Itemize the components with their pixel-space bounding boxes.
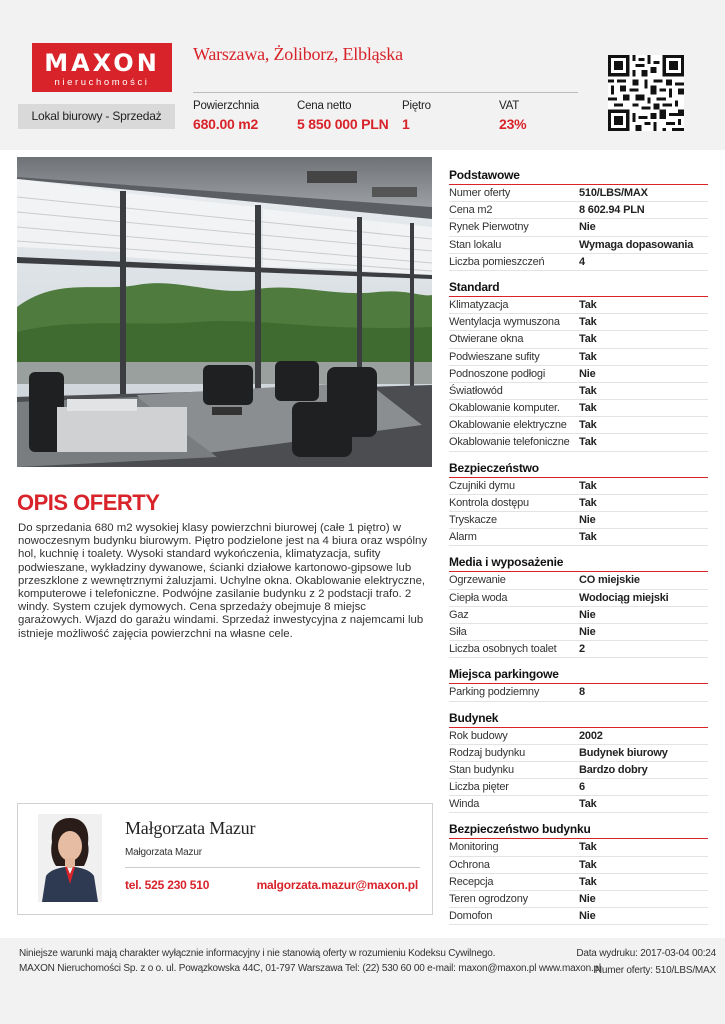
spec-key: Okablowanie elektryczne (449, 419, 567, 432)
spec-key: Ogrzewanie (449, 574, 506, 587)
offer-title: OPIS OFERTY (17, 490, 160, 515)
spec-value: Tak (579, 333, 597, 346)
spec-key: Otwierane okna (449, 333, 524, 346)
spec-row (449, 779, 708, 796)
spec-value: Tak (579, 350, 597, 363)
stat-value: 1 (402, 116, 410, 132)
spec-value: Nie (579, 625, 596, 638)
stat-label: Powierzchnia (193, 100, 259, 112)
spec-value: Nie (579, 367, 596, 380)
property-specs (449, 168, 708, 934)
spec-row (449, 331, 708, 348)
spec-value: Tak (579, 419, 597, 432)
spec-row (449, 254, 708, 271)
spec-value: Tak (579, 316, 597, 329)
spec-row (449, 219, 708, 236)
footer-print-date: Data wydruku: 2017-03-04 00:24 (576, 948, 716, 959)
offer-description: Do sprzedania 680 m2 wysokiej klasy powierzchni biurowej (całe 1 piętro) w nowoczesnym budynku biurowym. Piętro podzielone jest na 4 biura oraz wspólny hol, kuchnię i toalety. Wysoki standard wykończenia, klimatyzacja, sufity podwieszane, wykładziny dywanowe, ścianki działowe kartonowo-gipsowe lub przeszklone z wewnętrznymi żaluzjami. Uchylne okna. Okablowanie elektryczne, komputerowe i telefoniczne. Podwójne zasilanie budynku z 2 podstacji trafo. 2 windy. System czujek dymowych. Cena sprzedaży obejmuje 8 miejsc garażowych. Wjazd do garażu windami. Sprzedaż inwestycyjna z najemcami lub istnieje możliwość zajęcia powierzchni na własne cele. (18, 522, 428, 640)
spec-value: Wodociąg miejski (579, 591, 669, 604)
footer (0, 938, 725, 1024)
spec-row (449, 349, 708, 366)
stat-value: 5 850 000 PLN (297, 116, 389, 132)
spec-key: Siła (449, 625, 467, 638)
spec-section (449, 822, 708, 925)
spec-row (449, 512, 708, 529)
spec-key: Rynek Pierwotny (449, 221, 529, 234)
spec-row (449, 417, 708, 434)
spec-key: Gaz (449, 608, 469, 621)
spec-section (449, 667, 708, 701)
spec-value: 8 (579, 686, 585, 699)
stat-floor (402, 100, 431, 132)
logo-tagline: nieruchomości (54, 77, 150, 88)
spec-key: Tryskacze (449, 514, 497, 526)
spec-value: Bardzo dobry (579, 763, 648, 776)
spec-key: Monitoring (449, 841, 499, 854)
spec-key: Teren ogrodzony (449, 893, 528, 905)
spec-section-title: Budynek (449, 711, 708, 728)
spec-value: CO miejskie (579, 574, 640, 587)
maxon-logo[interactable] (32, 43, 172, 92)
agent-phone-link[interactable]: tel. 525 230 510 (125, 878, 210, 892)
spec-key: Liczba osobnych toalet (449, 643, 557, 656)
spec-row (449, 874, 708, 891)
spec-value: Nie (579, 221, 596, 234)
spec-key: Podwieszane sufity (449, 350, 540, 363)
spec-section (449, 168, 708, 271)
spec-key: Liczba pięter (449, 781, 509, 794)
spec-value: Tak (579, 875, 597, 888)
spec-section (449, 280, 708, 452)
spec-row (449, 762, 708, 779)
property-type-badge: Lokal biurowy - Sprzedaż (18, 104, 175, 129)
spec-row (449, 478, 708, 495)
spec-row (449, 400, 708, 417)
stat-value: 23% (499, 116, 527, 132)
stat-label: Cena netto (297, 100, 352, 112)
spec-key: Alarm (449, 531, 477, 544)
spec-section (449, 555, 708, 658)
spec-key: Rodzaj budynku (449, 746, 526, 759)
spec-value: Nie (579, 514, 596, 526)
spec-value: Tak (579, 384, 597, 397)
spec-row (449, 434, 708, 451)
agent-card (17, 803, 433, 915)
spec-value: Tak (579, 531, 597, 544)
spec-section-title: Miejsca parkingowe (449, 667, 708, 684)
qr-code-icon[interactable] (608, 55, 684, 131)
spec-key: Numer oferty (449, 187, 511, 199)
spec-row (449, 237, 708, 254)
spec-row (449, 314, 708, 331)
spec-value: Nie (579, 893, 596, 905)
spec-key: Stan budynku (449, 763, 514, 776)
spec-value: Tak (579, 298, 597, 311)
spec-value: 4 (579, 255, 585, 268)
spec-row (449, 745, 708, 762)
spec-row (449, 366, 708, 383)
spec-value: 510/LBS/MAX (579, 187, 648, 199)
spec-value: 8 602.94 PLN (579, 204, 645, 217)
spec-row (449, 607, 708, 624)
agent-avatar (38, 814, 102, 902)
property-photo[interactable] (17, 157, 432, 467)
logo-name: MAXON (44, 49, 160, 77)
spec-key: Wentylacja wymuszona (449, 316, 560, 329)
spec-value: Tak (579, 496, 597, 509)
stat-value: 680.00 m2 (193, 116, 259, 132)
spec-row (449, 641, 708, 658)
spec-key: Okablowanie telefoniczne (449, 436, 570, 449)
spec-row (449, 796, 708, 813)
spec-value: Nie (579, 910, 596, 923)
spec-key: Stan lokalu (449, 238, 502, 251)
spec-row (449, 572, 708, 589)
spec-value: Tak (579, 858, 597, 871)
spec-key: Światłowód (449, 384, 503, 397)
spec-row (449, 297, 708, 314)
spec-section (449, 711, 708, 814)
agent-email-link[interactable]: malgorzata.mazur@maxon.pl (256, 878, 418, 892)
spec-key: Klimatyzacja (449, 298, 509, 311)
spec-section-title: Media i wyposażenie (449, 555, 708, 572)
header-divider (193, 92, 578, 93)
spec-row (449, 590, 708, 607)
spec-row (449, 202, 708, 219)
spec-section-title: Podstawowe (449, 168, 708, 185)
spec-key: Winda (449, 798, 480, 811)
spec-key: Kontrola dostępu (449, 496, 529, 509)
spec-value: Budynek biurowy (579, 746, 668, 759)
spec-row (449, 495, 708, 512)
spec-row (449, 891, 708, 908)
spec-value: Tak (579, 798, 597, 811)
spec-key: Ochrona (449, 858, 490, 871)
stat-area (193, 100, 259, 132)
stat-vat (499, 100, 526, 132)
footer-disclaimer: Niniejsze warunki mają charakter wyłącznie informacyjny i nie stanowią oferty w rozumieniu Kodeksu Cywilnego. (19, 948, 496, 959)
spec-section-title: Bezpieczeństwo budynku (449, 822, 708, 839)
spec-key: Liczba pomieszczeń (449, 255, 545, 268)
spec-value: 2002 (579, 729, 603, 742)
spec-value: Wymaga dopasowania (579, 238, 694, 251)
spec-value: Tak (579, 402, 597, 415)
spec-row (449, 684, 708, 701)
spec-row (449, 908, 708, 925)
spec-key: Recepcja (449, 875, 494, 888)
stat-label: VAT (499, 100, 520, 112)
footer-company: MAXON Nieruchomości Sp. z o o. ul. Powązkowska 44C, 01-797 Warszawa Tel: (22) 530 60 00 e-mail: maxon@maxon.pl www.maxon.pl (19, 963, 601, 974)
footer-offer-number: Numer oferty: 510/LBS/MAX (594, 965, 716, 976)
spec-row (449, 839, 708, 856)
spec-section-title: Standard (449, 280, 708, 297)
stat-label: Piętro (402, 100, 431, 112)
spec-key: Okablowanie komputer. (449, 402, 560, 415)
spec-value: Tak (579, 479, 597, 492)
property-location: Warszawa, Żoliborz, Elbląska (193, 44, 403, 64)
spec-row (449, 624, 708, 641)
spec-row (449, 728, 708, 745)
spec-key: Cena m2 (449, 204, 493, 217)
spec-key: Rok budowy (449, 729, 508, 742)
spec-value: 6 (579, 781, 585, 794)
spec-value: Tak (579, 841, 597, 854)
stat-price (297, 100, 389, 132)
spec-key: Domofon (449, 910, 493, 923)
header (0, 0, 725, 150)
spec-key: Parking podziemny (449, 686, 540, 699)
agent-name: Małgorzata Mazur (125, 818, 256, 838)
spec-row (449, 857, 708, 874)
spec-key: Ciepła woda (449, 591, 508, 604)
spec-value: Tak (579, 436, 597, 449)
spec-value: Nie (579, 608, 596, 621)
spec-row (449, 383, 708, 400)
spec-key: Podnoszone podłogi (449, 367, 546, 380)
spec-key: Czujniki dymu (449, 479, 515, 492)
spec-row (449, 529, 708, 546)
spec-value: 2 (579, 643, 585, 656)
agent-subtitle: Małgorzata Mazur (125, 847, 202, 858)
spec-section-title: Bezpieczeństwo (449, 461, 708, 478)
agent-divider (125, 867, 420, 868)
spec-section (449, 461, 708, 547)
spec-row (449, 185, 708, 202)
